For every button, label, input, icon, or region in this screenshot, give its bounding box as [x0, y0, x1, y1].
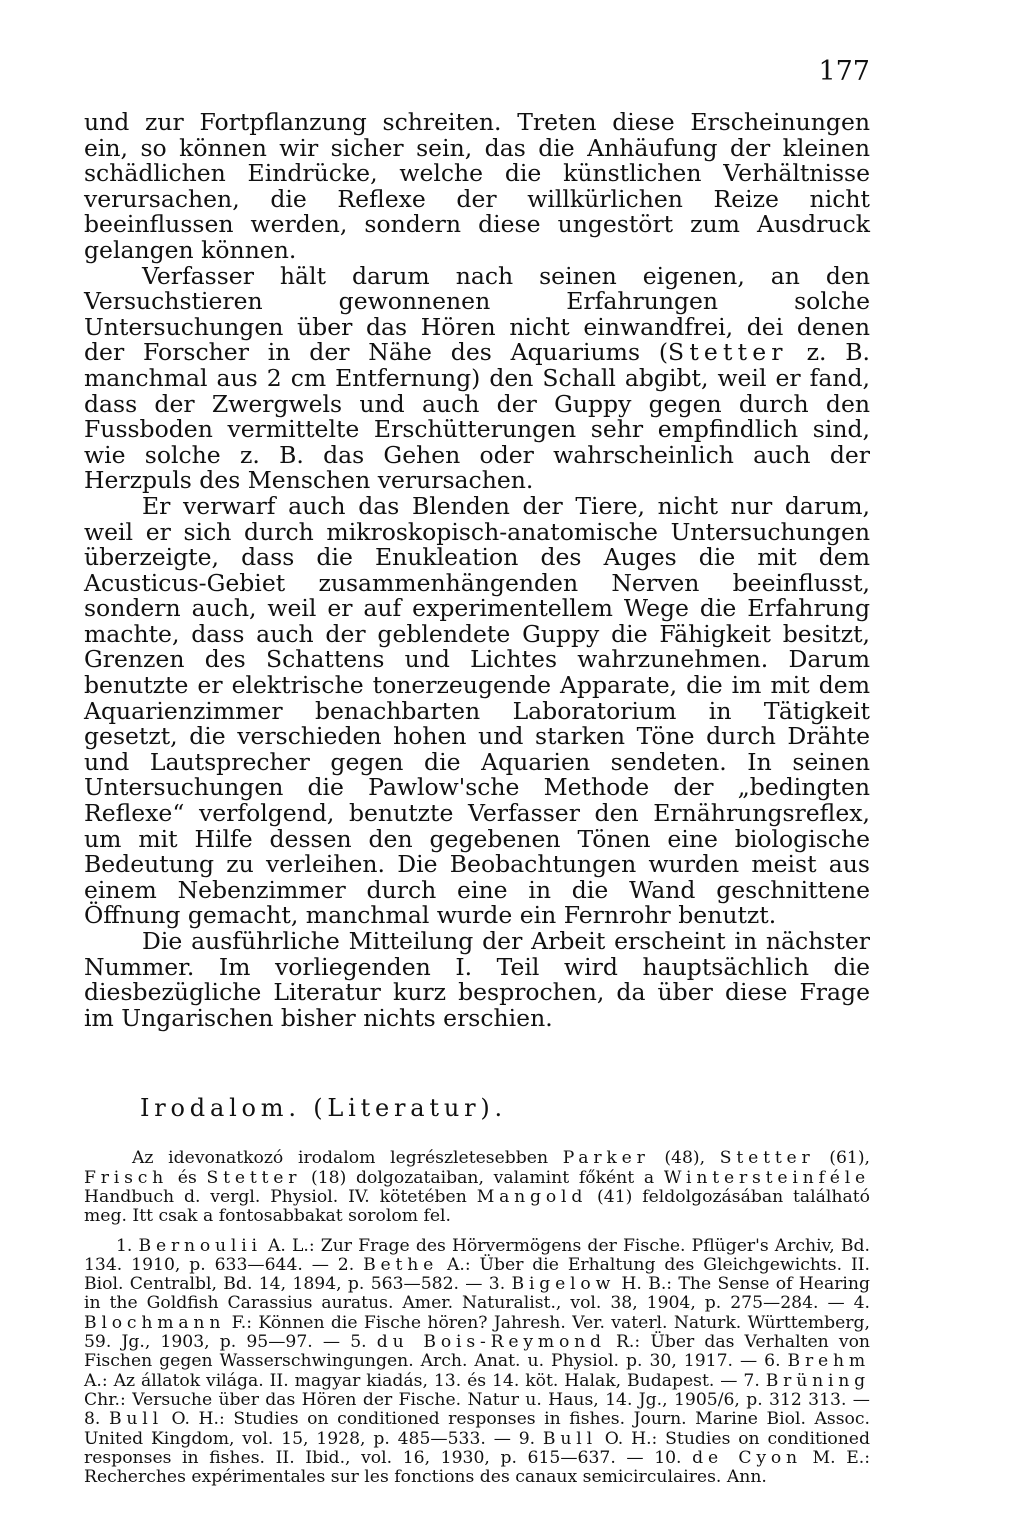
- author-name: Mangold: [476, 1186, 588, 1207]
- author-name: Parker: [562, 1148, 650, 1169]
- paragraph-2-part-a: Verfasser hält darum nach seinen eigenen, an den Versuchstieren gewonnenen Erfahrungen solche Untersuchungen über das Hören nicht einwandfrei, dei denen der Forscher in der Nähe des Aquariums (: [84, 261, 870, 367]
- reference-author: Bethe: [363, 1254, 439, 1275]
- intro-text: Az idevonatkozó irodalom legrészletesebben: [132, 1148, 563, 1169]
- reference-author: du Bois-Reymond: [376, 1332, 606, 1353]
- author-name-stetter: Stetter: [668, 338, 788, 367]
- main-text: [84, 110, 870, 1031]
- reference-text: F.: Können die Fische hören? Jahresh. Ver. vaterl. Naturk. Württemberg, 59. Jg., 1903, p. 95—97. — 5.: [84, 1312, 870, 1353]
- reference-text: O. H.: Studies on conditioned responses in fishes. Journ. Marine Biol. Assoc. United Kingdom, vol. 15, 1928, p. 485—533. — 9.: [84, 1409, 870, 1449]
- reference-text: 1.: [116, 1235, 139, 1256]
- reference-author: Bernoulii: [138, 1235, 262, 1256]
- reference-author: Bull: [108, 1409, 163, 1430]
- intro-text: (41) feldolgozásában található meg. Itt csak a fontosabbakat sorolom fel.: [84, 1186, 870, 1227]
- document-page: [84, 52, 870, 1487]
- reference-text: A. L.: Zur Frage des Hörvermögens der Fische. Pflüger's Archiv, Bd. 134. 1910, p. 633—644. — 2.: [84, 1235, 870, 1275]
- reference-author: Bigelow: [511, 1274, 616, 1295]
- intro-text: (61),: [814, 1148, 871, 1169]
- literature-intro: [84, 1149, 870, 1226]
- author-name: Stetter: [719, 1148, 815, 1169]
- paragraph-2-part-b: z. B. manchmal aus 2 cm Entfernung) den Schall abgibt, weil er fand, dass der Zwergwels und auch der Guppy gegen durch den Fussboden vermittelte Erschütterungen sehr empfindlich sind, wie solche z. B. das Gehen oder wahrscheinlich auch der Herzpuls des Menschen verursachen.: [84, 338, 871, 495]
- reference-list: [84, 1237, 870, 1488]
- author-name: Stetter: [206, 1167, 302, 1188]
- reference-text: O. H.: Studies on conditioned responses in fishes. II. Ibid., vol. 16, 1930, p. 615—637. — 10.: [84, 1428, 870, 1468]
- reference-text: R.: Über das Verhalten von Fischen gegen Wasserschwingungen. Arch. Anat. u. Physiol. p. 30, 1917. — 6.: [84, 1332, 870, 1372]
- paragraph-2: [84, 261, 871, 495]
- reference-author: Blochmann: [84, 1312, 226, 1333]
- literature-section: [84, 1149, 870, 1487]
- paragraph-3: Er verwarf auch das Blenden der Tiere, nicht nur darum, weil er sich durch mikroskopisch-anatomische Untersuchungen überzeigte, dass die Enukleation des Auges die mit dem Acusticus-Gebiet zusammenhängenden Nerven beeinflusst, sondern auch, weil er auf experimentellem Wege die Erfahrung machte, dass auch der geblendete Guppy die Fähigkeit besitzt, Grenzen des Schattens und Lichtes wahrzunehmen. Darum benutzte er elektrische tonerzeugende Apparate, die im mit dem Aquarienzimmer benachbarten Laboratorium in Tätigkeit gesetzt, die verschieden hohen und starken Töne durch Drähte und Lautsprecher gegen die Aquarien sendeten. In seinen Untersuchungen die Pawlow'sche Methode der „bedingten Reflexe“ verfolgend, benutzte Verfasser den Ernährungsreflex, um mit Hilfe dessen den gegebenen Tönen eine biologische Bedeutung zu verleihen. Die Beobachtungen wurden meist aus einem Nebenzimmer durch eine in die Wand geschnittene Öffnung gemacht, manchmal wurde ein Fernrohr benutzt.: [84, 491, 870, 930]
- reference-author: Bull: [542, 1428, 597, 1449]
- reference-text: H. B.: The Sense of Hearing in the Goldfish Carassius auratus. Amer. Naturalist., vol. 38, 1904, p. 275—284. — 4.: [84, 1274, 871, 1314]
- author-name: Wintersteinféle: [663, 1167, 870, 1188]
- reference-author: Brüning: [765, 1370, 870, 1391]
- reference-text: M. E.: Recherches expérimentales sur les fonctions des canaux semicirculaires. Ann.: [84, 1447, 870, 1488]
- page-number: 177: [818, 56, 870, 87]
- author-name: Frisch: [84, 1167, 169, 1188]
- intro-text: (18) dolgozataiban, valamint főként a: [301, 1167, 664, 1188]
- reference-text: Chr.: Versuche über das Hören der Fische. Natur u. Haus, 14. Jg., 1905/6, p. 312 313. — 8.: [84, 1389, 870, 1430]
- reference-author: Brehm: [787, 1351, 870, 1372]
- paragraph-4: Die ausführliche Mitteilung der Arbeit erscheint in nächster Nummer. Im vorliegenden I. Teil wird hauptsächlich die diesbezügliche Literatur kurz besprochen, da über diese Frage im Ungarischen bisher nichts erschien.: [84, 927, 870, 1032]
- reference-text: A.: Über die Erhaltung des Gleichgewichts. II. Biol. Centralbl, Bd. 14, 1894, p. 563—582. — 3.: [84, 1254, 870, 1295]
- paragraph-1: und zur Fortpflanzung schreiten. Treten diese Erscheinungen ein, so können wir sicher sein, das die Anhäufung der kleinen schädlichen Eindrücke, welche die künstlichen Verhältnisse verursachen, die Reflexe der willkürlichen Reize nicht beeinflussen werden, sondern diese ungestört zum Ausdruck gelangen können.: [84, 108, 870, 264]
- intro-text: (48),: [649, 1148, 720, 1169]
- intro-text: Handbuch d. vergl. Physiol. IV. kötetében: [84, 1186, 477, 1207]
- reference-text: A.: Az állatok világa. II. magyar kiadás, 13. és 14. köt. Halak, Budapest. — 7.: [84, 1370, 766, 1391]
- intro-text: és: [168, 1167, 207, 1188]
- reference-author: de Cyon: [692, 1447, 802, 1468]
- section-heading: Irodalom. (Literatur).: [140, 1094, 507, 1123]
